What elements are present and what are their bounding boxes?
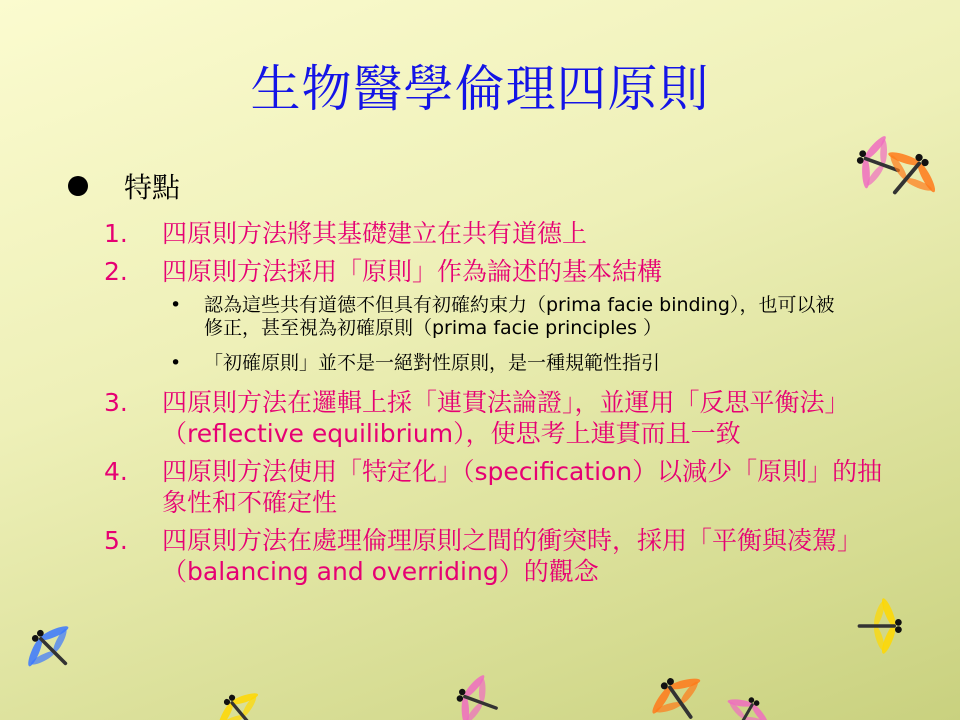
bullet-dot-icon: [68, 176, 88, 196]
dragonfly-icon: [716, 687, 776, 720]
list-item: [104, 218, 904, 249]
list-item-text: 四原則方法在邏輯上採「連貫法論證」，並運用「反思平衡法」（reflective equilibrium），使思考上連貫而且一致: [162, 388, 850, 448]
list-item: [104, 387, 904, 449]
list-item-text: 四原則方法在處理倫理原則之間的衝突時，採用「平衡與凌駕」（balancing and overriding）的觀念: [162, 526, 863, 586]
dragonfly-icon: [869, 137, 948, 214]
principles-list: [104, 218, 904, 594]
list-item-text: 四原則方法採用「原則」作為論述的基本結構: [162, 257, 663, 286]
sub-list-item-text: 「初確原則」並不是一絕對性原則，是一種規範性指引: [204, 352, 661, 374]
sub-list-item-text: 認為這些共有道德不但具有初確約束力（prima facie binding），也可以被修正，甚至視為初確原則（prima facie principles ）: [204, 294, 835, 339]
list-item-number: 4.: [104, 457, 128, 486]
dragonfly-icon: [858, 597, 902, 655]
slide-title: 生物醫學倫理四原則: [250, 60, 710, 118]
list-item: [104, 456, 904, 518]
sub-list-item: [104, 294, 904, 340]
dragonfly-icon: [641, 663, 717, 720]
list-item-number: 2.: [104, 257, 128, 286]
list-item: [104, 525, 904, 587]
section-heading: [68, 166, 180, 206]
list-item-number: 5.: [104, 526, 128, 555]
list-item-text: 四原則方法使用「特定化」（specification）以減少「原則」的抽象性和不確定性: [162, 457, 883, 517]
list-item-text: 四原則方法將其基礎建立在共有道德上: [162, 219, 588, 248]
list-item-number: 3.: [104, 388, 128, 417]
sub-bullet: •: [170, 352, 182, 374]
list-item: [104, 256, 904, 287]
list-item-number: 1.: [104, 219, 128, 248]
section-heading-label: 特點: [124, 171, 181, 204]
sub-bullet: •: [170, 294, 182, 316]
dragonfly-icon: [848, 129, 909, 199]
sub-list-item: [104, 352, 904, 375]
dragonfly-icon: [207, 680, 274, 720]
dragonfly-icon: [448, 668, 507, 720]
dragonfly-icon: [15, 613, 87, 685]
